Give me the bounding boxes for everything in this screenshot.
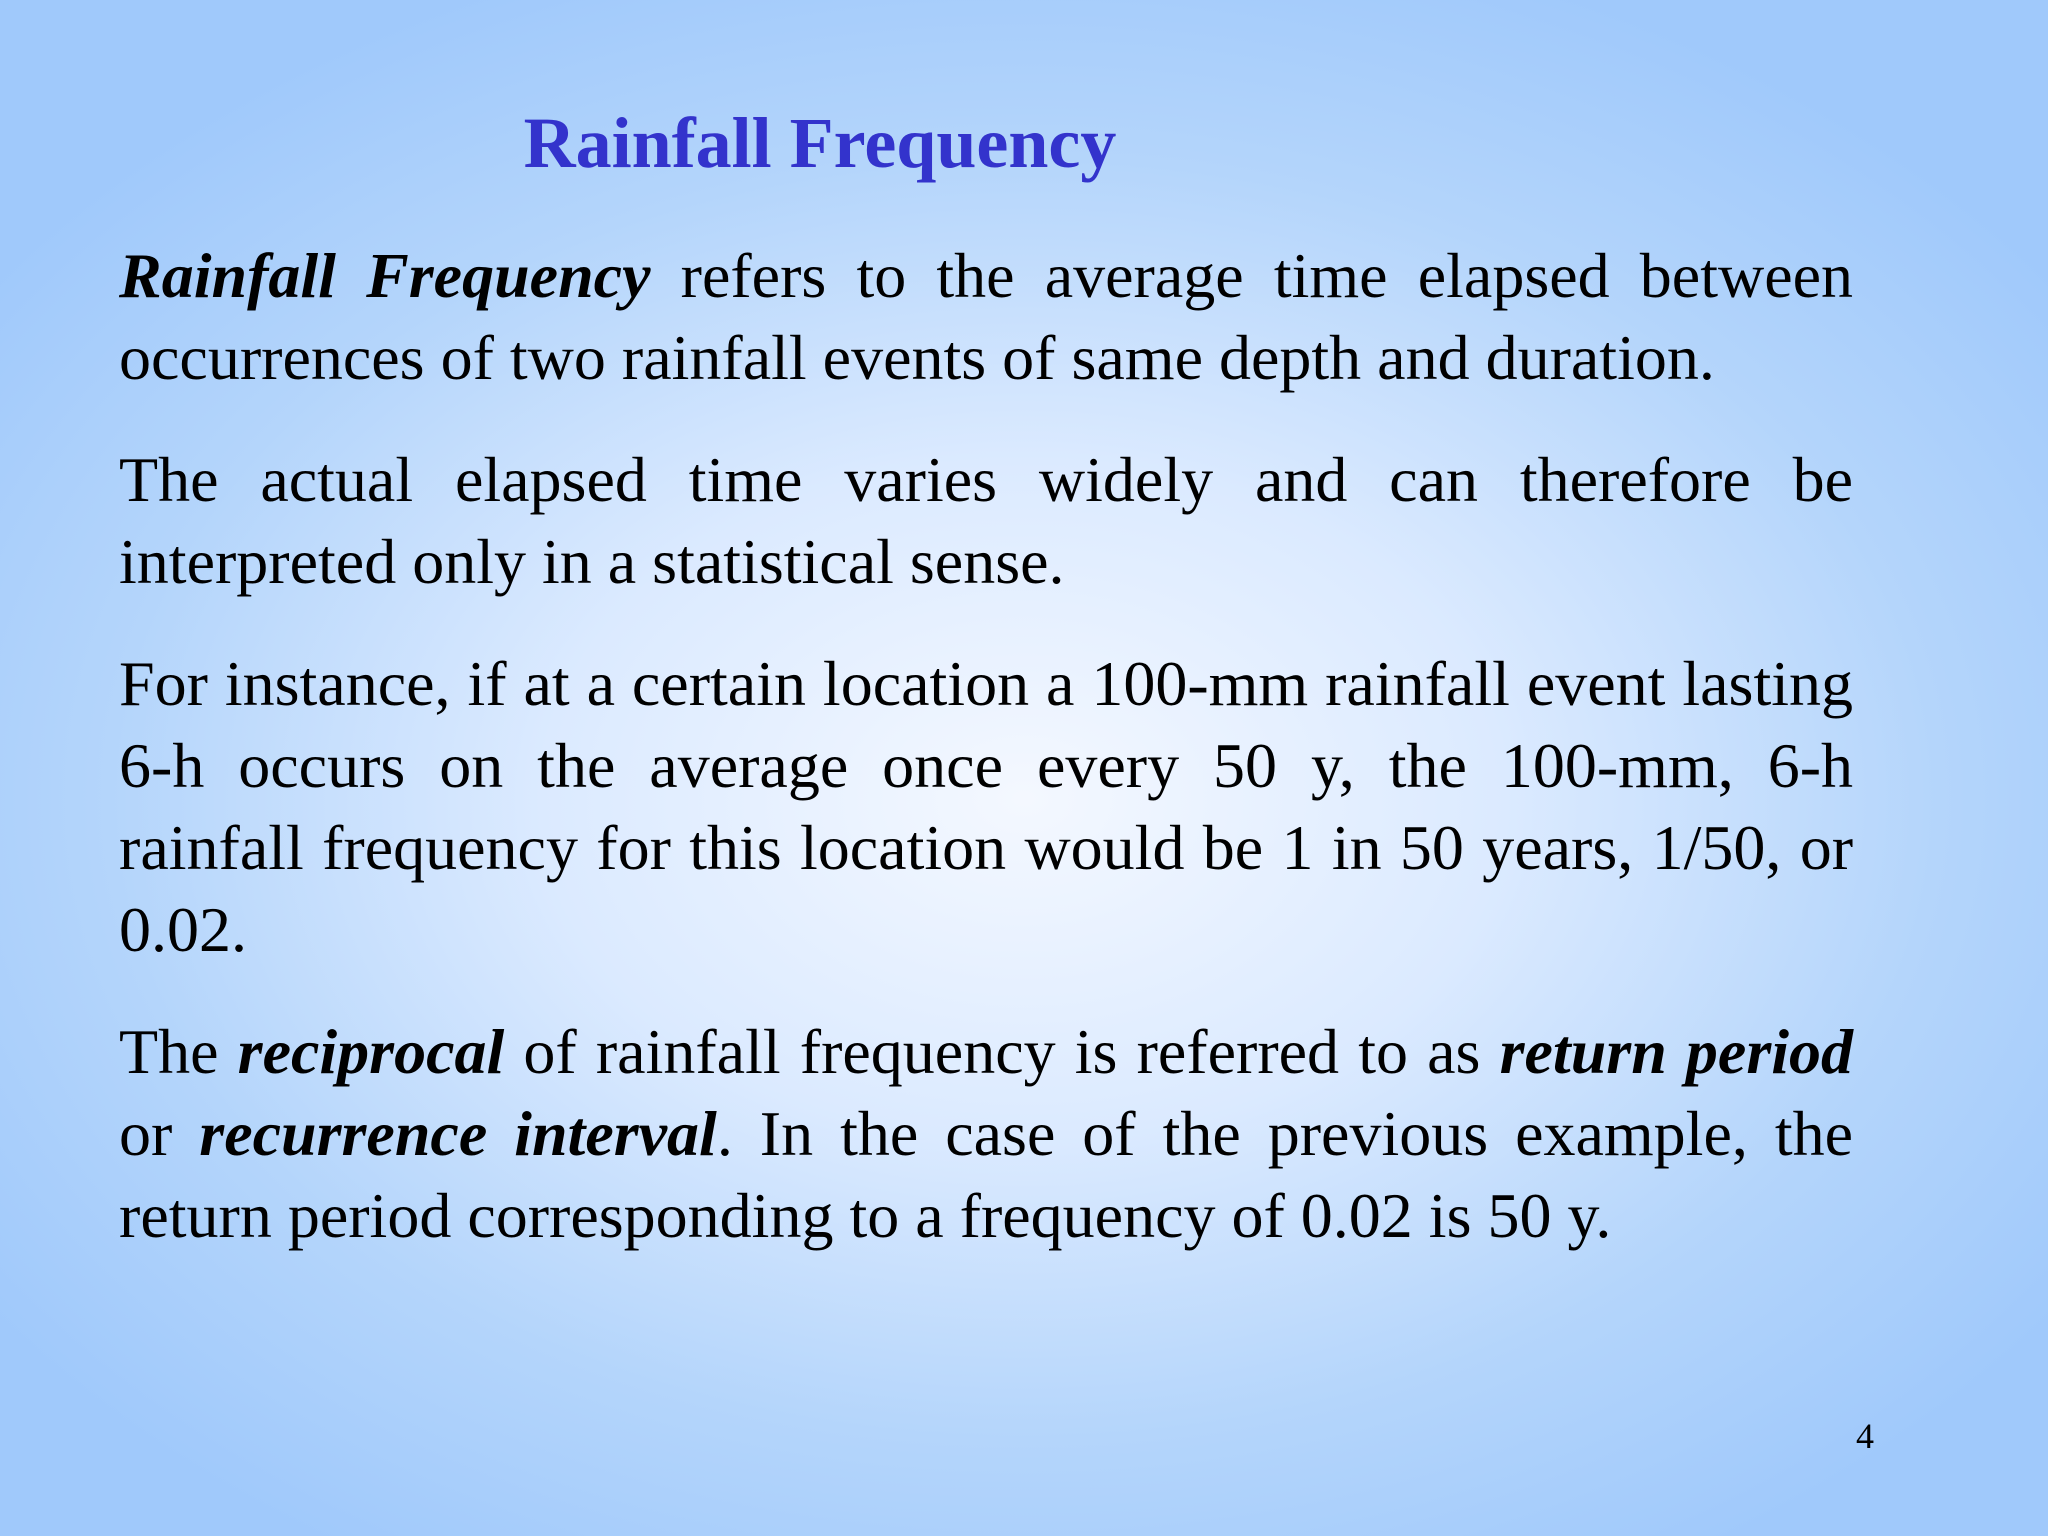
return-period-text-3: or bbox=[119, 1098, 200, 1169]
paragraph-example: For instance, if at a certain location a 100-mm rainfall event lasting 6-h occurs on the average once every 50 y, the 100-mm, 6-h rainfall frequency for this location would be 1 in 50 years, 1/50, or 0.02. bbox=[119, 648, 1853, 965]
slide-body bbox=[119, 235, 1853, 1257]
definition-text: refers to the average time elapsed between occurrences of two rainfall events of same depth and duration. bbox=[119, 240, 1854, 393]
term-rainfall-frequency: Rainfall Frequency bbox=[119, 240, 651, 311]
return-period-text-4: . In the case of the previous example, the return period corresponding to a frequency of 0.02 is 50 y. bbox=[119, 1098, 1854, 1251]
slide-title: Rainfall Frequency bbox=[523, 103, 1117, 183]
term-recurrence-interval: recurrence interval bbox=[199, 1098, 717, 1169]
term-reciprocal: reciprocal bbox=[237, 1016, 505, 1087]
paragraph-return-period bbox=[119, 1011, 1853, 1257]
paragraph-statistical: The actual elapsed time varies widely and can therefore be interpreted only in a statistical sense. bbox=[119, 444, 1853, 597]
return-period-text-1: The bbox=[119, 1016, 238, 1087]
term-return-period: return period bbox=[1499, 1016, 1854, 1087]
return-period-text-2: of rainfall frequency is referred to as bbox=[504, 1016, 1500, 1087]
page-number: 4 bbox=[1856, 1416, 1874, 1456]
paragraph-definition bbox=[119, 235, 1853, 399]
